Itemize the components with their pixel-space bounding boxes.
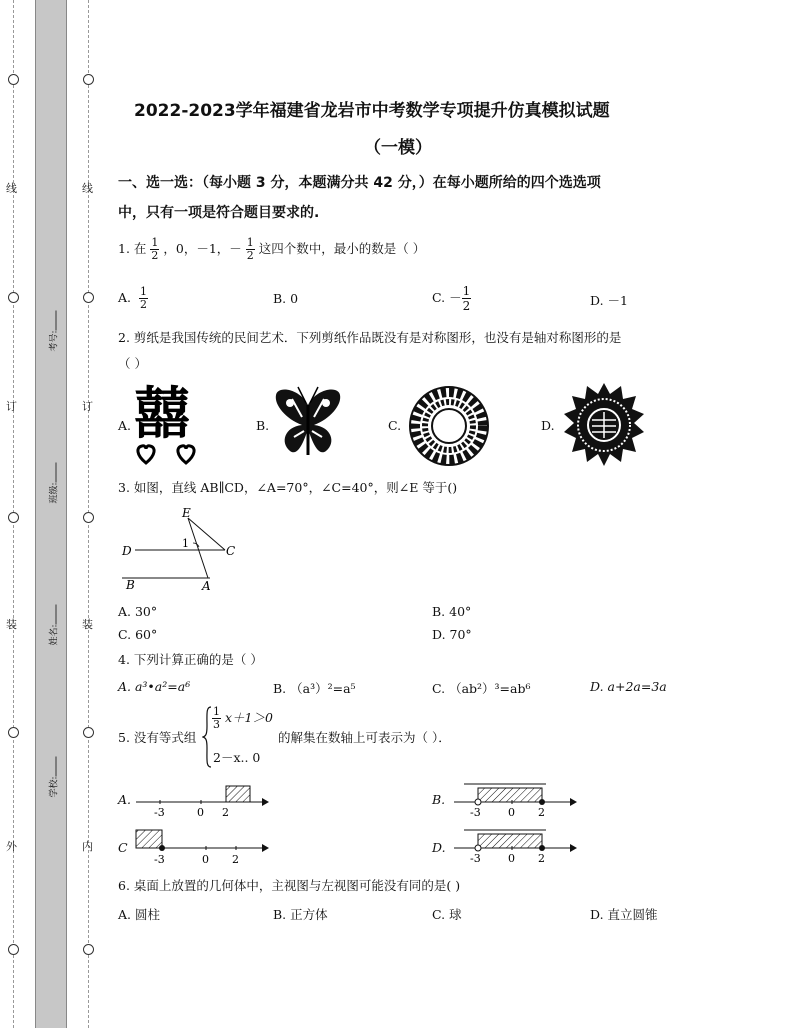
- question-3-stem: 3. 如图，直线 AB∥CD，∠A=70°，∠C=40°，则∠E 等于(): [118, 480, 458, 495]
- svg-text:-3: -3: [154, 853, 165, 866]
- svg-text:0: 0: [508, 806, 515, 819]
- field-xingming-label: 姓名:: [49, 624, 60, 646]
- binding-hole-marker: [8, 292, 19, 303]
- svg-text:0: 0: [508, 852, 515, 865]
- sun-paper-cut-icon[interactable]: [562, 382, 646, 468]
- field-xuexiao[interactable]: [46, 746, 60, 796]
- round-paper-cut-icon[interactable]: [408, 385, 490, 467]
- q5-number-line-d[interactable]: [450, 826, 580, 868]
- q4-option-c[interactable]: C. （ab²）³=ab⁶: [432, 681, 531, 696]
- svg-text:-3: -3: [154, 806, 165, 819]
- svg-text:2: 2: [232, 853, 239, 866]
- binding-hole-marker: [8, 74, 19, 85]
- exam-title: 2022-2023学年福建省龙岩市中考数学专项提升仿真模拟试题: [134, 101, 610, 121]
- question-2-stem-line2: （ ）: [118, 356, 147, 371]
- q5-number-line-c[interactable]: [130, 824, 270, 868]
- double-happiness-icon: 囍: [134, 382, 188, 447]
- left-brace-icon: [202, 706, 212, 768]
- field-kaohao[interactable]: [46, 300, 60, 350]
- q1-option-a[interactable]: A. $\frac{1}{2}$: [118, 285, 147, 311]
- binding-hole-marker: [83, 727, 94, 738]
- svg-text:-3: -3: [470, 806, 481, 819]
- q1-suffix: 这四个数中，最小的数是（ ）: [258, 241, 426, 256]
- q6-option-d[interactable]: D. 直立圆锥: [590, 907, 658, 922]
- label-d: D: [122, 544, 132, 558]
- q5-number-line-a[interactable]: [130, 780, 270, 822]
- q4-option-d[interactable]: D. a+2a=3a: [590, 679, 667, 694]
- field-kaohao-label: 考号:: [49, 330, 60, 352]
- q5-prefix: 5. 没有等式组: [118, 730, 197, 745]
- q3-parallel-lines-figure: [118, 504, 248, 594]
- q5-inequality-system: [202, 706, 282, 768]
- field-banji-label: 班级:: [49, 482, 60, 504]
- q1-fraction-half: $\frac{1}{2}$: [151, 236, 159, 262]
- binding-hole-marker: [83, 512, 94, 523]
- exam-subtitle: （一模）: [364, 138, 432, 158]
- svg-text:0: 0: [202, 853, 209, 866]
- binding-hole-marker: [83, 944, 94, 955]
- q2-option-d-label[interactable]: D.: [541, 418, 555, 433]
- field-banji[interactable]: [46, 452, 60, 502]
- section-heading-line2: 中，只有一项是符合题目要求的.: [118, 205, 320, 221]
- binding-hole-marker: [8, 944, 19, 955]
- q5-option-a-label[interactable]: A.: [118, 792, 132, 807]
- outer-label-ding: 订: [6, 400, 17, 413]
- q1-prefix: 1. 在: [118, 241, 147, 256]
- inner-label-nei: 内: [82, 840, 93, 853]
- q5-option-c-label[interactable]: C: [118, 840, 128, 855]
- q3-option-b[interactable]: B. 40°: [432, 604, 472, 619]
- label-angle-1: 1: [182, 537, 189, 550]
- q2-option-c-label[interactable]: C.: [388, 418, 402, 433]
- svg-text:2: 2: [222, 806, 229, 819]
- binding-hole-marker: [8, 512, 19, 523]
- binding-hole-marker: [8, 727, 19, 738]
- label-b: B: [126, 578, 135, 592]
- q4-option-b[interactable]: B. （a³）²=a⁵: [273, 681, 356, 696]
- q3-option-d[interactable]: D. 70°: [432, 627, 472, 642]
- q5-option-d-label[interactable]: D.: [432, 840, 446, 855]
- section-heading-line1: 一、选一选：（每小题 3 分，本题满分共 42 分，）在每小题所给的四个选选项: [118, 175, 601, 191]
- q3-option-a[interactable]: A. 30°: [118, 604, 158, 619]
- q1-option-b[interactable]: B. 0: [273, 291, 299, 306]
- question-6-stem: 6. 桌面上放置的几何体中，主视图与左视图可能没有同的是( ): [118, 878, 461, 893]
- q4-option-a[interactable]: A. a³•a²=a⁶: [118, 679, 191, 694]
- q6-option-c[interactable]: C. 球: [432, 907, 462, 922]
- outer-label-wai: 外: [6, 840, 17, 853]
- svg-text:2: 2: [538, 852, 545, 865]
- svg-text:2: 2: [538, 806, 545, 819]
- inner-label-xian: 线: [82, 182, 93, 195]
- outer-label-zhuang: 装: [6, 618, 17, 631]
- q1-option-a-fraction: $\frac{1}{2}$: [140, 285, 147, 311]
- q2-option-a-image[interactable]: [134, 382, 210, 465]
- label-e: E: [182, 506, 191, 520]
- gray-strip: [35, 0, 67, 1028]
- label-a: A: [202, 579, 211, 593]
- q2-option-a-label[interactable]: A.: [118, 418, 132, 433]
- q1-fraction-neg-half: $\frac{1}{2}$: [246, 236, 254, 262]
- q6-option-b[interactable]: B. 正方体: [273, 907, 328, 922]
- q5-fraction-third: $\frac{1}{3}$: [213, 705, 220, 731]
- q3-option-c[interactable]: C. 60°: [118, 627, 158, 642]
- question-4-stem: 4. 下列计算正确的是（ ）: [118, 652, 263, 667]
- svg-text:-3: -3: [470, 852, 481, 865]
- q5-suffix: 的解集在数轴上可表示为（ ）．: [278, 730, 451, 745]
- binding-margin: [0, 0, 100, 1028]
- q1-option-c-fraction: $\frac{1}{2}$: [462, 284, 471, 313]
- binding-hole-marker: [83, 74, 94, 85]
- q6-option-a[interactable]: A. 圆柱: [118, 907, 160, 922]
- label-c: C: [226, 544, 236, 558]
- q5-option-b-label[interactable]: B.: [432, 792, 446, 807]
- field-xingming[interactable]: [46, 594, 60, 644]
- butterfly-paper-cut-icon[interactable]: [272, 385, 344, 465]
- inner-label-zhuang: 装: [82, 618, 93, 631]
- field-xuexiao-label: 学校:: [49, 776, 60, 798]
- q2-option-b-label[interactable]: B.: [256, 418, 270, 433]
- q1-sep: ，0，－1，－: [163, 241, 242, 256]
- q5-ineq2: 2－x.. 0: [213, 750, 261, 765]
- inner-label-ding: 订: [82, 400, 93, 413]
- q5-ineq1: x＋1＞0: [224, 710, 273, 725]
- question-2-stem: 2. 剪纸是我国传统的民间艺术．下列剪纸作品既没有是对称图形，也没有是轴对称图形的是: [118, 330, 622, 345]
- q1-option-c[interactable]: C. － $\frac{1}{2}$: [432, 284, 471, 313]
- hearts-icon: [134, 441, 210, 465]
- q5-number-line-b[interactable]: [450, 780, 580, 822]
- binding-hole-marker: [83, 292, 94, 303]
- q1-option-d[interactable]: D. －1: [590, 293, 628, 308]
- svg-text:0: 0: [197, 806, 204, 819]
- outer-label-xian: 线: [6, 182, 17, 195]
- question-1-stem: [118, 234, 425, 264]
